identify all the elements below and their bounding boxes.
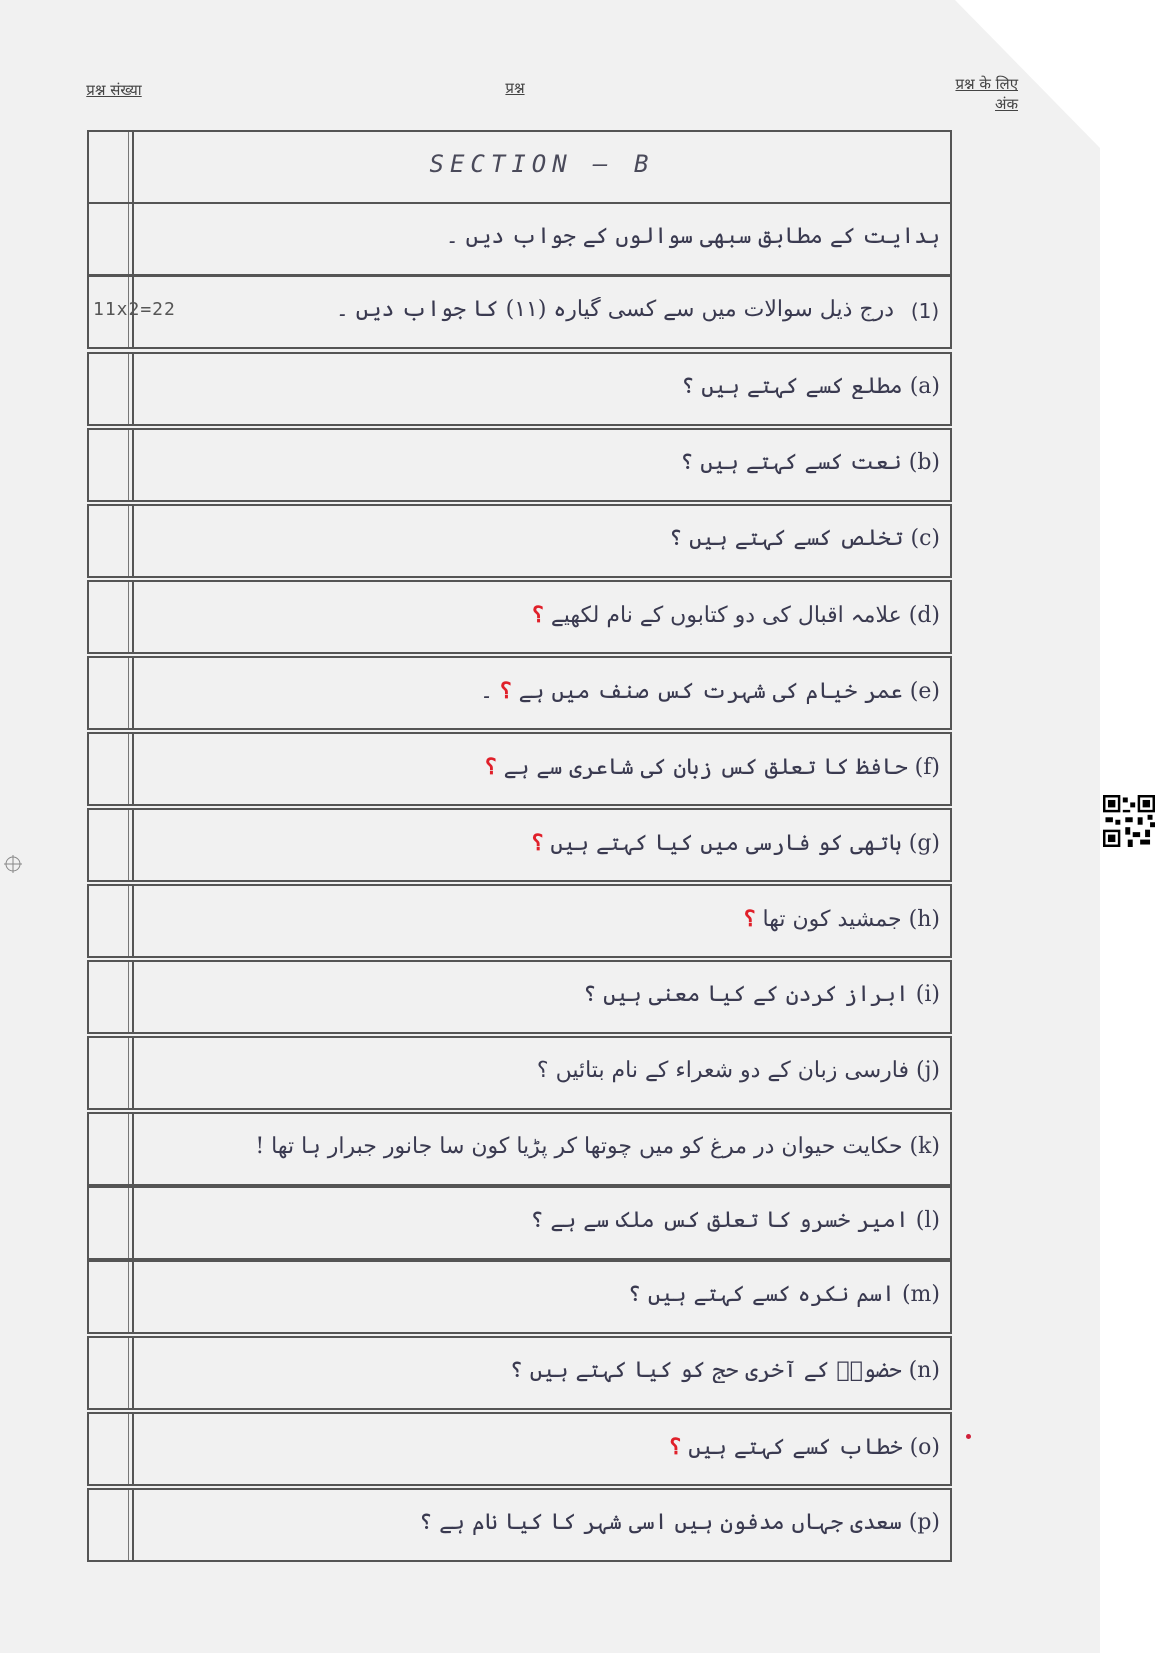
question-text-cell [149, 830, 940, 856]
red-question-mark: ؟ [743, 906, 756, 932]
question-label: (c) [910, 526, 940, 551]
table-row [87, 732, 952, 806]
question-label: (i) [915, 982, 940, 1007]
question-number-cell [89, 810, 134, 880]
question-text: ہاتھی کو فارسی میں کیا کہتے ہیں ؟ [531, 830, 902, 856]
question-number-cell [89, 886, 134, 956]
question-text-cell [149, 1358, 940, 1383]
table-row [87, 808, 952, 882]
question-text-cell [149, 1510, 940, 1535]
table-row [87, 130, 952, 204]
question-number-cell [89, 658, 134, 728]
question-number-cell [89, 1188, 134, 1258]
question-text: ابراز کردن کے کیا معنی ہیں ؟ [583, 982, 909, 1007]
question-label: (j) [915, 1058, 940, 1083]
question-text: ہدایت کے مطابق سبھی سوالوں کے جواب دیں ۔ [445, 224, 940, 249]
question-label: (a) [909, 374, 940, 399]
table-row [87, 1186, 952, 1260]
question-text-cell [149, 1208, 940, 1233]
red-question-mark: ؟ [484, 754, 497, 780]
question-text: حضورؐ کے آخری حج کو کیا کہتے ہیں ؟ [509, 1358, 902, 1383]
header-question: प्रश्न [505, 79, 525, 97]
qr-code-icon [1103, 795, 1155, 847]
table-row [87, 202, 952, 276]
question-text-cell [149, 374, 940, 399]
table-row [87, 656, 952, 730]
question-text: اسم نکرہ کسے کہتے ہیں ؟ [627, 1282, 895, 1307]
question-text: حافظ کا تعلق کس زبان کی شاعری سے ہے ؟ [484, 754, 908, 780]
table-row [87, 1036, 952, 1110]
red-question-mark: ؟ [531, 830, 544, 856]
question-text: نعت کسے کہتے ہیں ؟ [680, 450, 902, 475]
question-text-cell [149, 602, 940, 628]
marks-allocation: 11x2=22 [93, 299, 176, 320]
question-text-cell [149, 754, 940, 780]
question-number-cell [89, 1262, 134, 1332]
red-question-mark: ؟ [669, 1434, 682, 1460]
table-row [87, 1488, 952, 1562]
question-text: فارسی زبان کے دو شعراء کے نام بتائیں ؟ [536, 1058, 909, 1083]
question-text-cell [149, 982, 940, 1007]
question-text-cell [149, 1282, 940, 1307]
question-number-cell [89, 1114, 134, 1184]
question-text-cell [149, 224, 940, 249]
table-row [87, 1112, 952, 1186]
question-number-cell [89, 1338, 134, 1408]
question-label: (f) [914, 755, 940, 780]
question-number-cell [89, 962, 134, 1032]
table-row [87, 1336, 952, 1410]
table-row [87, 884, 952, 958]
question-text-cell [149, 1058, 940, 1083]
question-text-cell [149, 906, 940, 932]
question-number-cell [89, 354, 134, 424]
table-row [87, 1412, 952, 1486]
question-label: (k) [909, 1134, 940, 1159]
question-label: (h) [908, 907, 940, 932]
question-label: (m) [901, 1282, 940, 1307]
question-text-cell [149, 1134, 940, 1159]
question-text-cell [149, 678, 940, 704]
question-table [87, 130, 952, 1653]
question-number-cell [89, 1038, 134, 1108]
question-label: (l) [915, 1208, 940, 1233]
question-text: مطلع کسے کہتے ہیں ؟ [681, 374, 903, 399]
question-number-cell [89, 582, 134, 652]
question-number-cell [89, 204, 134, 274]
table-row [87, 275, 952, 349]
question-text: جمشید کون تھا ؟ [743, 906, 902, 932]
header-question-number: प्रश्न संख्या [86, 81, 142, 99]
question-text-cell [149, 450, 940, 475]
question-label: (p) [908, 1510, 940, 1535]
question-text: درج ذیل سوالات میں سے کسی گیارہ (۱۱) کا جواب دیں ۔ [335, 297, 894, 322]
question-number-cell [89, 1414, 134, 1484]
question-label: (g) [908, 831, 940, 856]
question-text: علامہ اقبال کی دو کتابوں کے نام لکھیے ؟ [532, 602, 902, 628]
table-row [87, 960, 952, 1034]
red-question-mark: ؟ [499, 678, 512, 704]
question-text: حکایت حیوان در مرغ کو میں چوتھا کر پڑیا کون سا جانور جبرار ہا تھا ! [255, 1134, 903, 1159]
question-text-cell [149, 526, 940, 551]
table-row [87, 428, 952, 502]
section-title: SECTION — B [429, 150, 655, 178]
question-number-cell [89, 506, 134, 576]
question-label: (b) [908, 450, 940, 475]
question-text-cell [149, 1434, 940, 1460]
question-text: خطاب کسے کہتے ہیں ؟ [669, 1434, 903, 1460]
question-text-cell [149, 297, 894, 322]
question-number-cell [89, 1490, 134, 1560]
question-text: سعدی جہاں مدفون ہیں اسی شہر کا کیا نام ہے ؟ [419, 1510, 902, 1535]
question-text: امیر خسرو کا تعلق کس ملک سے ہے ؟ [530, 1208, 909, 1233]
table-row [87, 504, 952, 578]
question-number-cell [89, 132, 134, 202]
red-dot-mark [966, 1434, 971, 1439]
question-label: (e) [909, 679, 940, 704]
registration-mark-icon [4, 855, 22, 873]
table-row [87, 352, 952, 426]
question-label: (d) [908, 603, 940, 628]
table-row [87, 1260, 952, 1334]
question-text: عمر خیام کی شہرت کس صنف میں ہے ؟ ۔ [480, 678, 903, 704]
question-group-number: (1) [910, 299, 940, 323]
table-row [87, 580, 952, 654]
header-marks: प्रश्न के लिए अंक [955, 75, 1018, 113]
question-number-cell [89, 430, 134, 500]
question-number-cell [89, 734, 134, 804]
question-text: تخلص کسے کہتے ہیں ؟ [669, 526, 904, 551]
question-label: (n) [908, 1358, 940, 1383]
question-label: (o) [909, 1435, 940, 1460]
red-question-mark: ؟ [532, 602, 544, 628]
